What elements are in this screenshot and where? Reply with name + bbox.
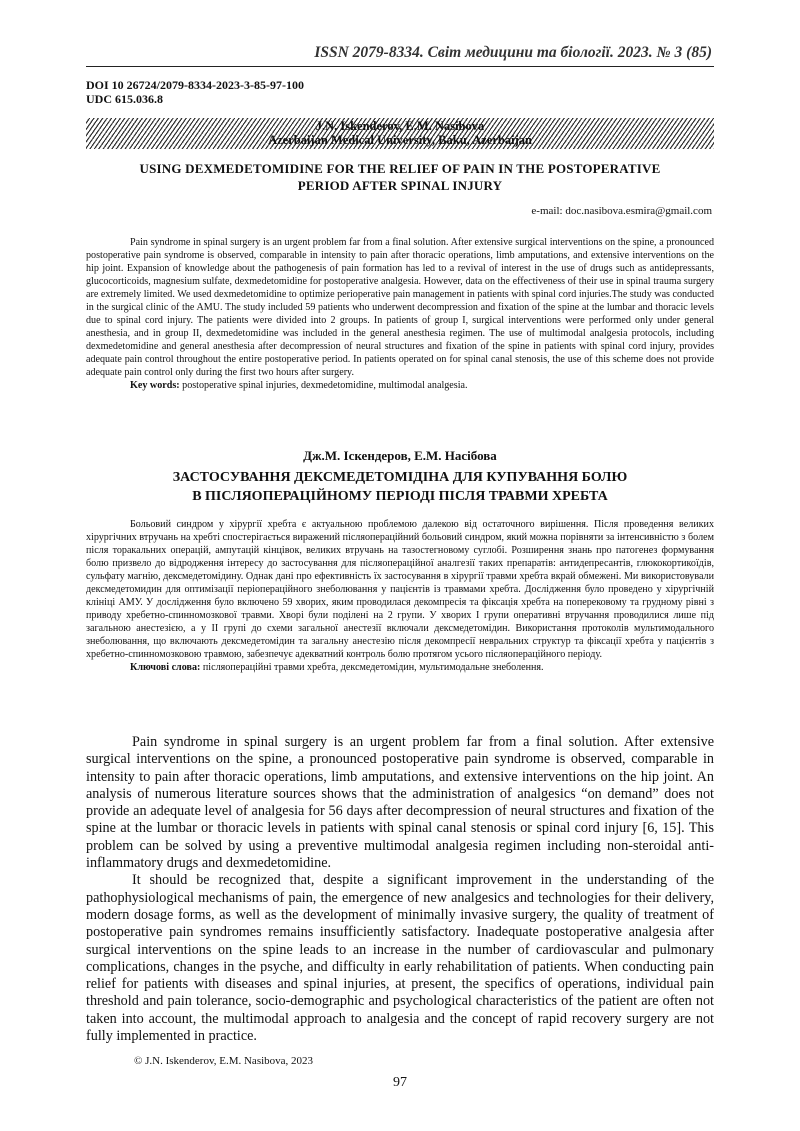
title-ua-line2: В ПІСЛЯОПЕРАЦІЙНОМУ ПЕРІОДІ ПІСЛЯ ТРАВМИ ХРЕБТА — [192, 489, 608, 504]
authors-ua: Дж.М. Іскендеров, Е.М. Насібова — [303, 448, 497, 463]
journal-header: ISSN 2079-8334. Світ медицини та біології. 2023. № 3 (85) — [314, 44, 712, 61]
title-ua-line1: ЗАСТОСУВАННЯ ДЕКСМЕДЕТОМІДІНА ДЛЯ КУПУВАННЯ БОЛЮ — [172, 470, 628, 485]
copyright-notice: © J.N. Iskenderov, E.M. Nasibova, 2023 — [134, 1055, 314, 1067]
keywords-en-text: postoperative spinal injuries, dexmedetomidine, multimodal analgesia. — [179, 380, 468, 391]
title-ua — [86, 468, 714, 506]
abstract-ua-text: Больовий синдром у хірургії хребта є актуальною проблемою далекою від остаточного вирішення. Після проведення великих хірургічних втручань на хребті спостерігається виражений післяопераційний больовий синдром, який можна порівняти за інтенсивністю з болем після торакальних операцій, ампутацій кінцівок, великих втручань на тазостегновому суглобі. Розширення знань про патогенез формування болю призвело до відродження інтересу до застосування для післяопераційної аналгезії таких препаратів: антидепресантів, глюкокортикоїдів, сульфату магнію, дексмедетомідину. Однак дані про ефективність їх застосування в хірургії травми хребта вкрай обмежені. Ми використовували дексмедетомидин для оптимізації періопераційного знеболювання у пацієнтів із травмами хребта. Дослідження було проведено у хірургічній клініці АМУ. У дослідження було включено 59 хворих, яким проводилася декомпресія та фіксація хребта на поперековому та грудному рівні з приводу хребетно-спинномозкової травми. Хворі були поділені на 2 групи. У хворих І групи оперативні втручання проводилися лише під загальною анестезією, а у ІІ групі до схеми загальної анестезії включали дексмедетомідин. Використання протоколів мультимодального знеболювання, що включають дексмедетомідин та загальну анестезію після декомпресії невральних структур та фіксації хребта у пацієнтів з хребетно-спинномозковою травмою, забезпечує адекватний контроль болю протягом усього післяопераційного періоду. — [86, 519, 714, 660]
header-divider — [86, 66, 714, 67]
page-number: 97 — [393, 1075, 407, 1090]
keywords-en — [86, 379, 714, 392]
abstract-ua — [86, 518, 714, 674]
abstract-en-text: Pain syndrome in spinal surgery is an urgent problem far from a final solution. After extensive surgical interventions on the spine, a pronounced postoperative pain syndrome is observed, comparable in intensity to pain after thoracic operations, limb amputations, and extensive interventions on the hip joint. Expansion of knowledge about the pathogenesis of pain formation has led to a revival of interest in the use of drugs such as antidepressants, glucocorticoids, magnesium sulfate, dexmedetomidine for postoperative analgesia. However, data on the effectiveness of their use in spinal trauma surgery are extremely limited. We used dexmedetomidine to optimize perioperative pain management in patients with spinal cord injuries.The study was conducted in the surgical clinic of the AMU. The study included 59 patients who underwent decompression and fixation of the spine at the lumbar and thoracic levels due to spinal cord injury. The patients were divided into 2 groups. In patients of group I, surgical interventions were performed only under general anesthesia, and in group II, dexmedetomidine was included in the general anesthesia regimen. The use of multimodal analgesia protocols, including dexmedetomidine and general anesthesia after decompression of neural structures and fixation of the spine in patients with spinal cord injury, provides adequate pain control throughout the entire postoperative period. In patients operated on for spinal canal stenosis, the use of this scheme does not provide adequate pain control only during the first two hours after surgery. — [86, 237, 714, 378]
title-en-line2: PERIOD AFTER SPINAL INJURY — [297, 178, 503, 193]
affiliation: Azerbaijan Medical University, Baku, Azerbaijan — [268, 133, 532, 147]
body-paragraph-2: It should be recognized that, despite a significant improvement in the understanding of the pathophysiological mechanisms of pain, the emergence of new analgesics and technologies for their delivery, modern dosage forms, as well as the development of minimally invasive surgery, the quality of treatment of postoperative pain syndromes remains insufficiently satisfactory. Inadequate postoperative analgesia after surgical interventions on the spine leads to an increase in the number of cardiovascular and pulmonary complications, changes in the psyche, and difficulty in early rehabilitation of patients. When conducting pain relief for patients with diseases and spinal injuries, at present, the specifics of operations, individual pain threshold and pain tolerance, socio-demographic and psychological characteristics of the patient are often not taken into account, the multimodal approach to analgesia and the concept of rapid recovery surgery are not fully implemented in practice. — [86, 872, 714, 1045]
abstract-en — [86, 236, 714, 392]
keywords-ua-text: післяопераційні травми хребта, дексмедетомідин, мультимодальне знеболення. — [200, 662, 544, 673]
contact-email: e-mail: doc.nasibova.esmira@gmail.com — [531, 205, 712, 217]
keywords-ua-label: Ключові слова: — [130, 662, 201, 673]
keywords-en-label: Key words: — [130, 380, 180, 391]
title-en-line1: USING DEXMEDETOMIDINE FOR THE RELIEF OF PAIN IN THE POSTOPERATIVE — [139, 161, 661, 176]
authors-en: J.N. Iskenderov, E.M. Nasibova — [315, 119, 485, 133]
udc: UDC 615.036.8 — [86, 92, 163, 106]
doi: DOI 10 26724/2079-8334-2023-3-85-97-100 — [86, 78, 304, 92]
body-paragraph-1: Pain syndrome in spinal surgery is an urgent problem far from a final solution. After extensive surgical interventions on the spine, a pronounced postoperative pain syndrome is observed, comparable in intensity to pain after thoracic operations, limb amputations, and extensive interventions on the hip joint. An analysis of numerous literature sources shows that the administration of analgesics “on demand” does not provide an adequate level of analgesia for 56 days after decompression of neural structures and fixation of the spine at the lumbar or thoracic levels in patients with spinal canal stenosis or spinal cord injury [6, 15]. This problem can be solved by using a preventive multimodal analgesia regimen including non-steroidal anti-inflammatory drugs and dexmedetomidine. — [86, 734, 714, 872]
main-body-text — [86, 734, 714, 1045]
author-block-en — [86, 119, 714, 147]
title-en — [86, 160, 714, 194]
doi-block — [86, 78, 304, 106]
keywords-ua — [86, 661, 714, 674]
